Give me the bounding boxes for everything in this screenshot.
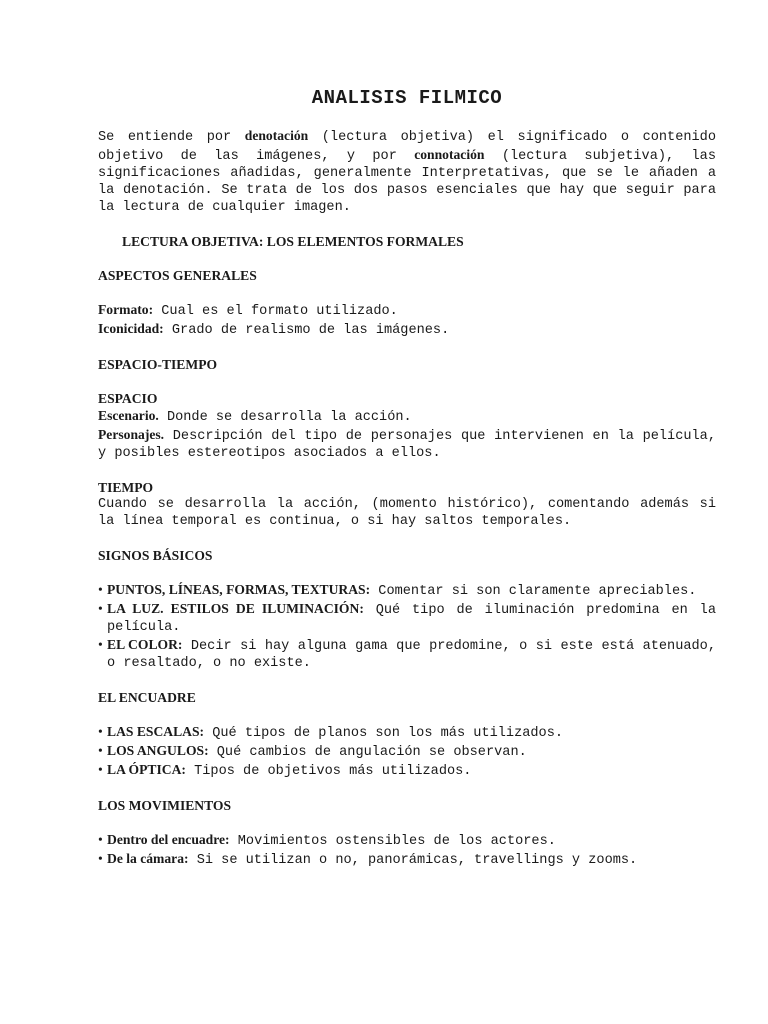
item-text: Si se utilizan o no, panorámicas, travellings y zooms. <box>188 853 638 868</box>
item-text: Movimientos ostensibles de los actores. <box>229 834 556 849</box>
item-text: Decir si hay alguna gama que predomine, o si este está atenuado, o resaltado, o no existe. <box>107 639 716 671</box>
item-label: LAS ESCALAS: <box>107 724 205 739</box>
denotacion-term: denotación <box>244 128 309 143</box>
formato-label: Formato: <box>98 302 154 317</box>
escenario-line <box>98 407 716 426</box>
iconicidad-text: Grado de realismo de las imágenes. <box>163 323 450 338</box>
aspectos-heading: ASPECTOS GENERALES <box>98 268 257 283</box>
item-text: Qué tipo de iluminación predomina en la película. <box>107 603 716 635</box>
espacio-heading: ESPACIO <box>98 391 158 406</box>
intro-text: Se entiende por <box>98 130 245 145</box>
tiempo-heading: TIEMPO <box>98 480 154 495</box>
encuadre-list <box>98 723 716 780</box>
item-label: PUNTOS, LÍNEAS, FORMAS, TEXTURAS: <box>107 582 371 597</box>
movimientos-list <box>98 831 716 869</box>
item-label: EL COLOR: <box>107 637 183 652</box>
personajes-label: Personajes. <box>98 427 165 442</box>
item-label: LOS ANGULOS: <box>107 743 209 758</box>
page-title: ANALISIS FILMICO <box>311 87 503 109</box>
list-item <box>98 600 716 636</box>
movimientos-heading: LOS MOVIMIENTOS <box>98 798 232 813</box>
signos-heading: SIGNOS BÁSICOS <box>98 548 213 563</box>
list-item <box>98 723 716 742</box>
intro-paragraph <box>98 127 716 216</box>
encuadre-heading: EL ENCUADRE <box>98 690 196 705</box>
list-item <box>98 850 716 869</box>
item-text: Qué tipos de planos son los más utilizados. <box>204 726 564 741</box>
list-item <box>98 831 716 850</box>
item-text: Comentar si son claramente apreciables. <box>370 584 697 599</box>
bullet-icon: • <box>98 637 103 652</box>
escenario-text: Donde se desarrolla la acción. <box>158 410 412 425</box>
item-label: De la cámara: <box>107 851 189 866</box>
iconicidad-line <box>98 320 716 339</box>
connotacion-term: connotación <box>414 147 485 162</box>
intro-text: (lectura objetiva) el significado o contenido objetivo de las imágenes, y por <box>98 130 716 164</box>
list-item <box>98 742 716 761</box>
bullet-icon: • <box>98 851 103 866</box>
espacio-tiempo-heading: ESPACIO-TIEMPO <box>98 357 218 372</box>
bullet-icon: • <box>98 601 103 616</box>
bullet-icon: • <box>98 582 103 597</box>
intro-text: (lectura subjetiva), las significaciones añadidas, generalmente Interpretativas, que se le añaden a la denotación. Se trata de los dos pasos esenciales que hay que seguir para la lectura de cualquier imagen. <box>98 149 716 215</box>
item-label: LA ÓPTICA: <box>107 762 186 777</box>
list-item <box>98 636 716 672</box>
bullet-icon: • <box>98 832 103 847</box>
personajes-text: Descripción del tipo de personajes que intervienen en la película, y posibles estereotipos asociados a ellos. <box>98 429 716 461</box>
iconicidad-label: Iconicidad: <box>98 321 164 336</box>
bullet-icon: • <box>98 743 103 758</box>
formato-line <box>98 301 716 320</box>
item-text: Qué cambios de angulación se observan. <box>208 745 527 760</box>
personajes-line <box>98 426 716 462</box>
bullet-icon: • <box>98 762 103 777</box>
list-item <box>98 581 716 600</box>
tiempo-text: Cuando se desarrolla la acción, (momento histórico), comentando además si la línea temporal es continua, o si hay saltos temporales. <box>98 497 716 529</box>
signos-list <box>98 581 716 672</box>
item-text: Tipos de objetivos más utilizados. <box>185 764 472 779</box>
list-item <box>98 761 716 780</box>
bullet-icon: • <box>98 724 103 739</box>
item-label: LA LUZ. ESTILOS DE ILUMINACIÓN: <box>107 601 364 616</box>
item-label: Dentro del encuadre: <box>107 832 230 847</box>
section-heading: LECTURA OBJETIVA: LOS ELEMENTOS FORMALES <box>122 234 464 249</box>
formato-text: Cual es el formato utilizado. <box>153 304 398 319</box>
escenario-label: Escenario. <box>98 408 159 423</box>
